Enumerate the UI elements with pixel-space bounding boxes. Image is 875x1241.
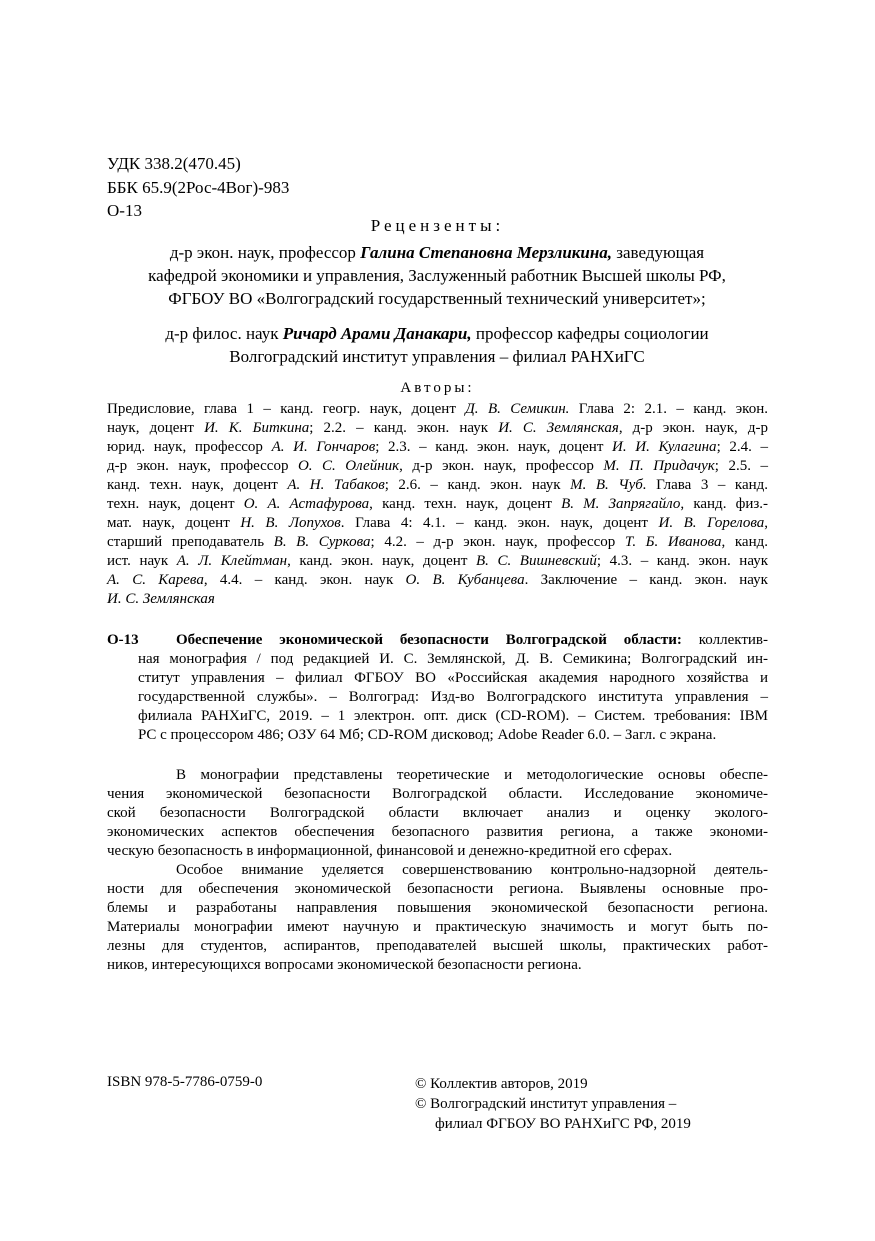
abstract-line: блемы и разработаны направления повышения экономической безопасности региона. — [107, 900, 768, 916]
reviewer-1-line-1: д-р экон. наук, профессор Галина Степановна Мерзликина, заведующая — [169, 243, 705, 262]
catalog-entry — [107, 631, 768, 745]
authors-line: юрид. наук, профессор А. И. Гончаров; 2.3. – канд. экон. наук, доцент И. И. Кулагина; 2.4. – — [107, 439, 768, 455]
copyright-block — [415, 1074, 691, 1134]
catalog-line: ститут управления – филиал ФГБОУ ВО «Российская академия народного хозяйства и — [138, 670, 768, 686]
catalog-code: О-13 — [107, 632, 139, 648]
authors-line: И. С. Землянская — [107, 591, 215, 607]
copyright-line: © Коллектив авторов, 2019 — [415, 1076, 588, 1092]
reviewer-1-line-2: кафедрой экономики и управления, Заслуженный работник Высшей школы РФ, — [148, 266, 726, 285]
catalog-first-line: О-13 Обеспечение экономической безопасности Волгоградской области: коллектив- — [107, 632, 768, 648]
book-title: Обеспечение экономической безопасности Волгоградской области: — [176, 632, 682, 648]
copyright-line: © Волгоградский институт управления – — [415, 1096, 677, 1112]
abstract-line: В монографии представлены теоретические и методологические основы обеспе- — [176, 767, 768, 783]
reviewers-heading: Рецензенты: — [370, 216, 505, 235]
udk-code: УДК 338.2(470.45) — [107, 154, 241, 173]
authors-heading: Авторы: — [400, 380, 475, 396]
abstract-line: чения экономической безопасности Волгоградской области. Исследование экономиче- — [107, 786, 768, 802]
abstract-line: лезны для студентов, аспирантов, преподавателей высшей школы, практических работ- — [107, 938, 768, 954]
author-mark: О-13 — [107, 201, 142, 220]
copyright-line: филиал ФГБОУ ВО РАНХиГС РФ, 2019 — [435, 1116, 691, 1132]
catalog-line: ная монография / под редакцией И. С. Землянской, Д. В. Семикина; Волгоградский ин- — [138, 651, 768, 667]
bbk-code: ББК 65.9(2Рос-4Вог)-983 — [107, 177, 290, 197]
authors-line: Предисловие, глава 1 – канд. геогр. наук, доцент Д. В. Семикин. Глава 2: 2.1. – канд. экон. — [107, 401, 768, 417]
authors-line: мат. наук, доцент Н. В. Лопухов. Глава 4: 4.1. – канд. экон. наук, доцент И. В. Горелова, — [107, 515, 768, 531]
reviewer-2-line-1: д-р филос. наук Ричард Арами Данакари, профессор кафедры социологии — [165, 324, 709, 343]
reviewer-1-name: Галина Степановна Мерзликина, — [360, 243, 613, 262]
abstract-line: Материалы монографии имеют научную и практическую значимость и могут быть по- — [107, 919, 768, 935]
authors-line: старший преподаватель В. В. Суркова; 4.2. – д-р экон. наук, профессор Т. Б. Иванова, канд. — [107, 534, 768, 550]
abstract-line: Особое внимание уделяется совершенствованию контрольно-надзорной деятель- — [176, 862, 768, 878]
reviewer-1-line-3: ФГБОУ ВО «Волгоградский государственный технический университет»; — [168, 289, 706, 308]
authors-block — [107, 400, 768, 609]
abstract-line: ской безопасности Волгоградской области включает анализ и оценку эколого- — [107, 805, 768, 821]
abstract — [107, 766, 768, 975]
bibliographic-codes — [107, 152, 289, 223]
reviewer-2-line-2: Волгоградский институт управления – филиал РАНХиГС — [229, 347, 645, 366]
authors-line: наук, доцент И. К. Биткина; 2.2. – канд. экон. наук И. С. Землянская, д-р экон. наук, д-р — [107, 420, 768, 436]
catalog-line: PC с процессором 486; ОЗУ 64 Мб; CD-ROM дисковод; Adobe Reader 6.0. – Загл. с экрана. — [138, 727, 717, 743]
abstract-line: ности для обеспечения экономической безопасности региона. Выявлены основные про- — [107, 881, 768, 897]
abstract-line: ников, интересующихся вопросами экономической безопасности региона. — [107, 957, 582, 973]
authors-line: техн. наук, доцент О. А. Астафурова, канд. техн. наук, доцент В. М. Запрягайло, канд. физ.- — [107, 496, 769, 512]
authors-line: ист. наук А. Л. Клейтман, канд. экон. наук, доцент В. С. Вишневский; 4.3. – канд. экон. наук — [107, 553, 769, 569]
authors-line: д-р экон. наук, профессор О. С. Олейник, д-р экон. наук, профессор М. П. Придачук; 2.5. – — [107, 458, 768, 474]
authors-line: канд. техн. наук, доцент А. Н. Табаков; 2.6. – канд. экон. наук М. В. Чуб. Глава 3 – канд. — [107, 477, 769, 493]
reviewers-block — [107, 241, 767, 368]
authors-line: А. С. Карева, 4.4. – канд. экон. наук О. В. Кубанцева. Заключение – канд. экон. наук — [107, 572, 768, 588]
reviewer-2-name: Ричард Арами Данакари, — [282, 324, 472, 343]
isbn: ISBN 978-5-7786-0759-0 — [107, 1074, 263, 1090]
catalog-line: филиала РАНХиГС, 2019. – 1 электрон. опт. диск (CD-ROM). – Систем. требования: IBM — [138, 708, 768, 724]
abstract-line: ческую безопасность в информационной, финансовой и денежно-кредитной его сферах. — [107, 843, 673, 859]
abstract-line: экономических аспектов обеспечения безопасного развития региона, а также экономи- — [107, 824, 768, 840]
catalog-line: государственной службы». – Волгоград: Изд-во Волгоградского института управления – — [138, 689, 768, 705]
